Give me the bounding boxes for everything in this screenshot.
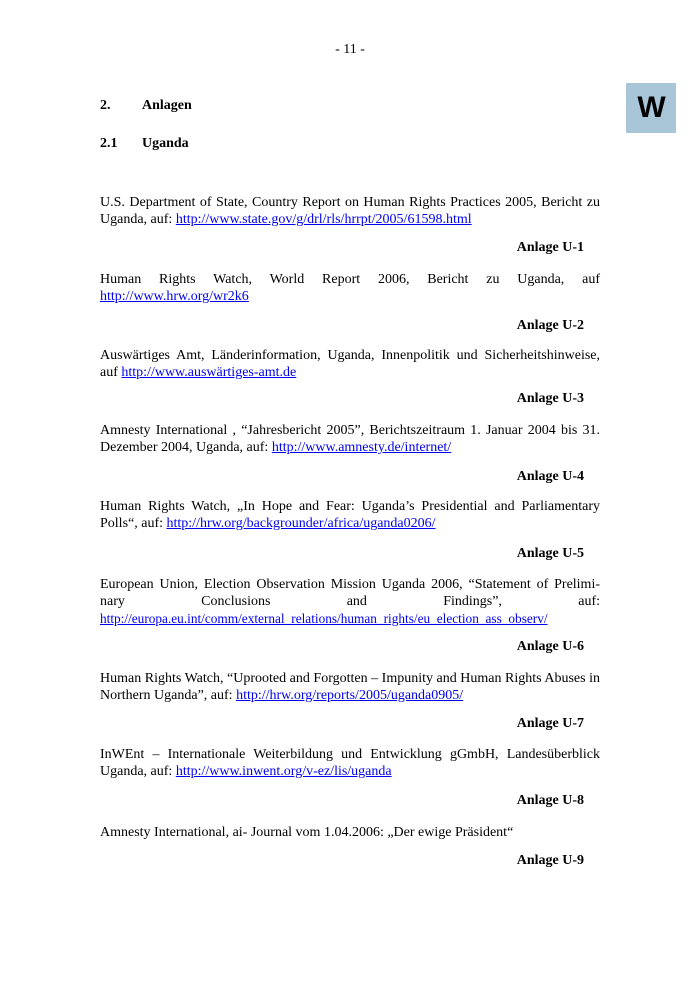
- anlage-label: Anlage U-9: [516, 853, 584, 868]
- section-heading: [100, 98, 192, 114]
- reference-entry: [100, 746, 600, 780]
- reference-entry-link-line: [100, 288, 600, 305]
- reference-link[interactable]: http://www.state.gov/g/drl/rls/hrrpt/2005/61598.html: [175, 212, 472, 227]
- reference-text: Amnesty International, ai- Journal vom 1.04.2006: „Der ewige Präsident“: [100, 825, 514, 840]
- reference-entry: [100, 576, 600, 628]
- reference-link[interactable]: http://hrw.org/reports/2005/uganda0905/: [236, 688, 464, 703]
- logo-letter: W: [637, 91, 665, 124]
- logo: [626, 83, 676, 133]
- reference-text: Auswärtiges Amt, Länderinformation, Uganda, Innenpolitik und Sicherheitshinweise, auf: [100, 348, 600, 380]
- reference-entry: [100, 824, 600, 841]
- reference-link[interactable]: http://www.inwent.org/v-ez/lis/uganda: [175, 764, 392, 779]
- anlage-label: Anlage U-8: [516, 793, 584, 808]
- reference-link[interactable]: http://www.auswärtiges-amt.de: [121, 365, 297, 380]
- reference-link[interactable]: http://hrw.org/backgrounder/africa/uganda0206/: [166, 516, 436, 531]
- anlage-label: Anlage U-7: [516, 716, 584, 731]
- reference-link[interactable]: http://europa.eu.int/comm/external_relations/human_rights/eu_election_ass_observ/: [100, 611, 548, 626]
- anlage-label: Anlage U-4: [516, 469, 584, 484]
- reference-link[interactable]: http://www.amnesty.de/internet/: [271, 440, 452, 455]
- reference-text: European Union, Election Observation Mission Uganda 2006, “Statement of Prelimi-nary Conclusions and Findings”, auf:: [100, 577, 600, 609]
- reference-link[interactable]: http://www.hrw.org/wr2k6: [100, 289, 249, 304]
- anlage-label: Anlage U-5: [516, 546, 584, 561]
- section-number: 2.: [100, 98, 111, 113]
- reference-text: Human Rights Watch, „In Hope and Fear: Uganda’s Presidential and Parliamentary Polls“, auf:: [100, 499, 600, 531]
- reference-entry: [100, 422, 600, 456]
- page-number: - 11 -: [335, 42, 365, 57]
- reference-entry: [100, 194, 600, 228]
- reference-entry: [100, 498, 600, 532]
- subsection-title: Uganda: [142, 136, 189, 151]
- anlage-label: Anlage U-1: [516, 240, 584, 255]
- subsection-heading: [100, 136, 189, 152]
- reference-text: Human Rights Watch, World Report 2006, Bericht zu Uganda, auf: [100, 272, 600, 287]
- section-title: Anlagen: [142, 98, 192, 113]
- anlage-label: Anlage U-6: [516, 639, 584, 654]
- anlage-label: Anlage U-2: [516, 318, 584, 333]
- reference-text: Amnesty International , “Jahresbericht 2005”, Berichtszeitraum 1. Januar 2004 bis 31. Dezember 2004, Uganda, auf:: [100, 423, 600, 455]
- reference-text: InWEnt – Internationale Weiterbildung und Entwicklung gGmbH, Landesüberblick Uganda, auf:: [100, 747, 600, 779]
- subsection-number: 2.1: [100, 136, 118, 151]
- reference-entry: [100, 670, 600, 704]
- reference-entry: [100, 271, 600, 288]
- reference-text: Human Rights Watch, “Uprooted and Forgotten – Impunity and Human Rights Abuses in Northern Uganda”, auf:: [100, 671, 600, 703]
- anlage-label: Anlage U-3: [516, 391, 584, 406]
- reference-entry: [100, 347, 600, 381]
- reference-text: U.S. Department of State, Country Report on Human Rights Practices 2005, Bericht zu Uganda, auf:: [100, 195, 600, 227]
